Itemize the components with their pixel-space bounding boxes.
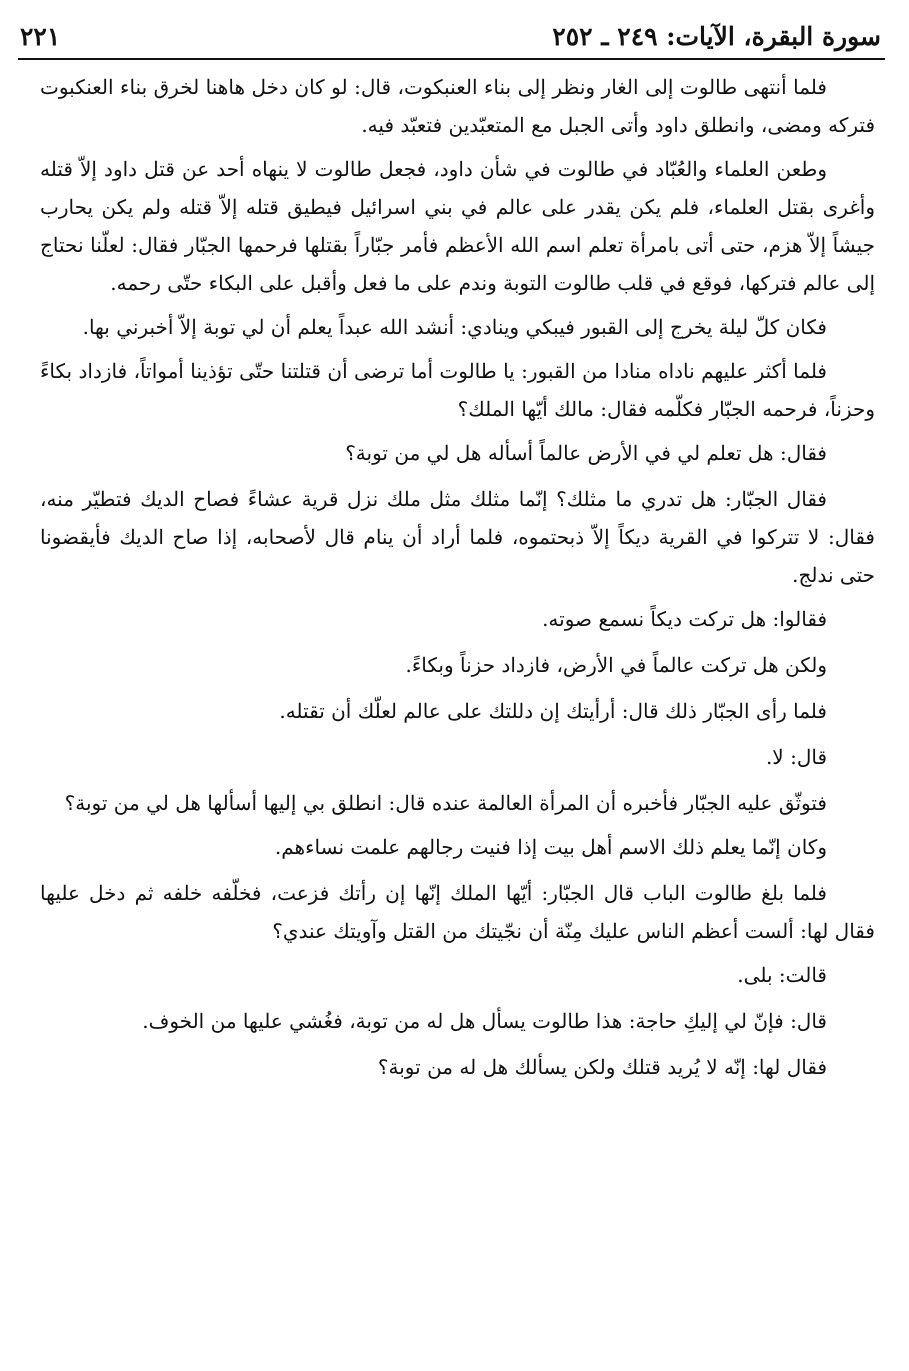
page-header	[20, 14, 881, 58]
paragraph: فقال لها: إنّه لا يُريد قتلك ولكن يسألك هل له من توبة؟	[377, 1055, 827, 1079]
paragraph: فلما بلغ طالوت الباب قال الجبّار: أيّها الملك إنّها إن رأتك فزعت، فخلّفه خلفه ثم دخل عليها فقال لها: ألست أعظم الناس عليك مِنّة أن نجّيتك من القتل وآويتك عندي؟	[40, 881, 875, 943]
body-text	[40, 68, 875, 1094]
paragraph: وكان إنّما يعلم ذلك الاسم أهل بيت إذا فنيت رجالهم علمت نساءهم.	[274, 835, 827, 859]
paragraph: وطعن العلماء والعُبّاد في طالوت في شأن داود، فجعل طالوت لا ينهاه أحد عن قتل داود إلاّ قتله وأغرى بقتل العلماء، فلم يكن يقدر على عالم في بني اسرائيل فيطيق قتله إلاّ قتله ولم يكن يحارب جيشاً إلاّ هزم، حتى أتى بامرأة تعلم اسم الله الأعظم فأمر جبّاراً بقتلها فرحمها الجبّار فقال: لعلّنا نحتاج إلى عالم فتركها، فوقع في قلب طالوت التوبة وندم على ما فعل وأقبل على البكاء حتّى رحمه.	[40, 157, 876, 295]
paragraph: فتوثّق عليه الجبّار فأخبره أن المرأة العالمة عنده قال: انطلق بي إليها أسألها هل لي من توبة؟	[64, 791, 827, 815]
header-divider	[18, 58, 885, 60]
running-title: سورة البقرة، الآيات: ٢٤٩ ـ ٢٥٢	[552, 21, 881, 51]
paragraph: فلما أكثر عليهم ناداه منادا من القبور: يا طالوت أما ترضى أن قتلتنا حتّى تؤذينا أمواتاً، فازداد بكاءً وحزناً، فرحمه الجبّار فكلّمه فقال: مالك أيّها الملك؟	[40, 359, 875, 421]
paragraph: ولكن هل تركت عالماً في الأرض، فازداد حزناً وبكاءً.	[405, 653, 827, 677]
paragraph: فقالوا: هل تركت ديكاً نسمع صوته.	[542, 607, 827, 631]
paragraph: فكان كلّ ليلة يخرج إلى القبور فيبكي وينادي: أنشد الله عبداً يعلم أن لي توبة إلاّ أخبرني بها.	[82, 315, 827, 339]
paragraph: فقال: هل تعلم لي في الأرض عالماً أسأله هل لي من توبة؟	[345, 441, 827, 465]
paragraph: فلما رأى الجبّار ذلك قال: أرأيتك إن دللتك على عالم لعلّك أن تقتله.	[279, 699, 827, 723]
paragraph: قالت: بلى.	[737, 963, 827, 987]
page-number: ٢٢١	[20, 21, 61, 51]
paragraph: فلما أنتهى طالوت إلى الغار ونظر إلى بناء العنبكوت، قال: لو كان دخل هاهنا لخرق بناء العنكبوت فتركه ومضى، وانطلق داود وأتى الجبل مع المتعبّدين فتعبّد فيه.	[40, 75, 875, 137]
paragraph: قال: فإنّ لي إليكِ حاجة: هذا طالوت يسأل هل له من توبة، فغُشي عليها من الخوف.	[142, 1009, 827, 1033]
paragraph: قال: لا.	[765, 745, 827, 769]
paragraph: فقال الجبّار: هل تدري ما مثلك؟ إنّما مثلك مثل ملك نزل قرية عشاءً فصاح الديك فتطيّر منه، فقال: لا تتركوا في القرية ديكاً إلاّ ذبحتموه، فلما أراد أن ينام قال لأصحابه، إذا صاح الديك فأيقضونا حتى ندلج.	[40, 487, 875, 587]
